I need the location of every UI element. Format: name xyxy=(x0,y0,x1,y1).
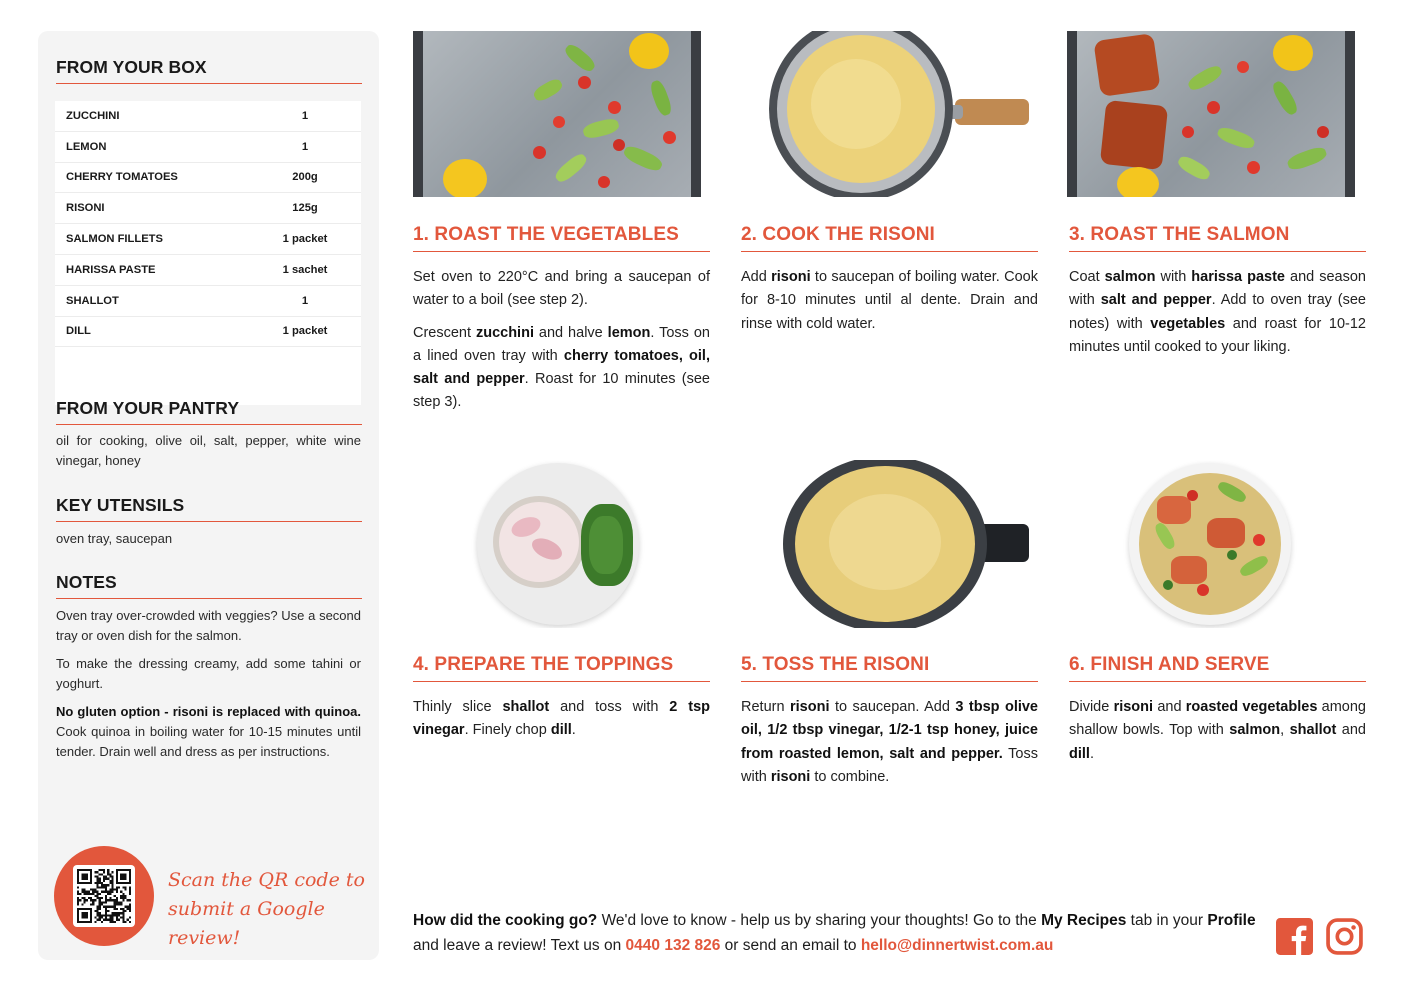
step-4-text xyxy=(413,696,710,752)
box-item-row xyxy=(55,132,361,163)
phone-link[interactable]: 0440 132 826 xyxy=(625,937,721,954)
photo-roast-vegetables xyxy=(413,31,701,197)
box-item-name: LEMON xyxy=(66,140,107,153)
box-item-row xyxy=(55,193,361,224)
pantry-text: oil for cooking, olive oil, salt, pepper, white wine vinegar, honey xyxy=(56,433,361,468)
box-item-qty: 1 packet xyxy=(282,325,328,338)
step-2-title: 2. COOK THE RISONI xyxy=(741,224,1038,252)
step-6-text xyxy=(1069,696,1366,775)
step-1-text xyxy=(413,266,710,424)
facebook-icon[interactable] xyxy=(1276,918,1313,955)
box-item-qty: 125g xyxy=(292,202,318,215)
step-3-title: 3. ROAST THE SALMON xyxy=(1069,224,1366,252)
box-item-name: RISONI xyxy=(66,202,105,215)
box-item-row xyxy=(55,163,361,194)
step-1-title: 1. ROAST THE VEGETABLES xyxy=(413,224,710,252)
step-paragraph: Set oven to 220°C and bring a saucepan of water to a boil (see step 2). xyxy=(413,269,710,309)
photo-roast-salmon xyxy=(1067,31,1355,197)
box-item-qty: 200g xyxy=(292,171,318,184)
step-paragraph: Divide risoni and roasted vegetables among shallow bowls. Top with salmon, shallot and dill. xyxy=(1069,699,1366,762)
step-4-title: 4. PREPARE THE TOPPINGS xyxy=(413,654,710,682)
box-item-qty: 1 xyxy=(301,140,309,153)
step-5-title: 5. TOSS THE RISONI xyxy=(741,654,1038,682)
note-2: To make the dressing creamy, add some tahini or yoghurt. xyxy=(56,656,361,691)
box-item-qty: 1 packet xyxy=(282,233,328,246)
step-2-text xyxy=(741,266,1038,345)
step-5-text xyxy=(741,696,1038,798)
step-paragraph: Add risoni to saucepan of boiling water. Cook for 8-10 minutes until al dente. Drain and rinse with cold water. xyxy=(741,269,1038,332)
pantry-heading: FROM YOUR PANTRY xyxy=(56,398,362,425)
box-item-name: CHERRY TOMATOES xyxy=(66,171,178,184)
box-item-name: SHALLOT xyxy=(66,294,119,307)
photo-toss-risoni xyxy=(741,460,1038,628)
step-3-text xyxy=(1069,266,1366,368)
box-item-name: SALMON FILLETS xyxy=(66,233,163,246)
feedback-footer: How did the cooking go? We'd love to know - help us by sharing your thoughts! Go to the My Recipes tab in your Profile and leave a review! Text us on 0440 132 826 or send an email to hello@dinnertwist.com.au xyxy=(413,912,1256,954)
step-paragraph: Crescent zucchini and halve lemon. Toss on a lined oven tray with cherry tomatoes, oil, salt and pepper. Roast for 10 minutes (see step 3). xyxy=(413,324,710,411)
photo-finish-and-serve xyxy=(1067,460,1364,628)
utensils-heading: KEY UTENSILS xyxy=(56,495,362,522)
notes-text xyxy=(56,606,361,770)
qr-code-icon[interactable] xyxy=(73,865,135,927)
box-item-row xyxy=(55,101,361,132)
photo-cook-risoni xyxy=(741,31,1038,197)
box-item-name: HARISSA PASTE xyxy=(66,263,156,276)
email-link[interactable]: hello@dinnertwist.com.au xyxy=(860,937,1054,954)
instagram-icon[interactable] xyxy=(1326,918,1363,955)
step-6-title: 6. FINISH AND SERVE xyxy=(1069,654,1366,682)
box-ingredients-table xyxy=(55,101,361,405)
box-item-row xyxy=(55,286,361,317)
box-item-row xyxy=(55,317,361,348)
box-item-name: ZUCCHINI xyxy=(66,109,120,122)
utensils-text: oven tray, saucepan xyxy=(56,531,173,546)
box-item-name: DILL xyxy=(66,325,91,338)
note-1: Oven tray over-crowded with veggies? Use a second tray or oven dish for the salmon. xyxy=(56,608,361,643)
step-paragraph: Thinly slice shallot and toss with 2 tsp vinegar. Finely chop dill. xyxy=(413,699,710,739)
step-paragraph: Return risoni to saucepan. Add 3 tbsp olive oil, 1/2 tbsp vinegar, 1/2-1 tsp honey, juice from roasted lemon, salt and pepper. Toss with risoni to combine. xyxy=(741,699,1039,785)
box-item-qty: 1 xyxy=(301,294,309,307)
notes-heading: NOTES xyxy=(56,572,362,599)
box-heading: FROM YOUR BOX xyxy=(56,57,362,84)
box-item-row xyxy=(55,224,361,255)
photo-prepare-toppings xyxy=(413,460,710,628)
note-3: No gluten option - risoni is replaced with quinoa. Cook quinoa in boiling water for 10-15 minutes until tender. Drain well and dress as per instructions. xyxy=(56,704,361,759)
qr-caption: Scan the QR code to submit a Google review! xyxy=(168,869,365,949)
qr-badge[interactable] xyxy=(54,846,154,946)
box-item-qty: 1 xyxy=(301,109,309,122)
box-item-qty: 1 sachet xyxy=(282,263,328,276)
box-item-row xyxy=(55,255,361,286)
ingredients-sidebar xyxy=(38,31,379,960)
step-paragraph: Coat salmon with harissa paste and season with salt and pepper. Add to oven tray (see notes) with vegetables and roast for 10-12 minutes until cooked to your liking. xyxy=(1069,269,1366,355)
